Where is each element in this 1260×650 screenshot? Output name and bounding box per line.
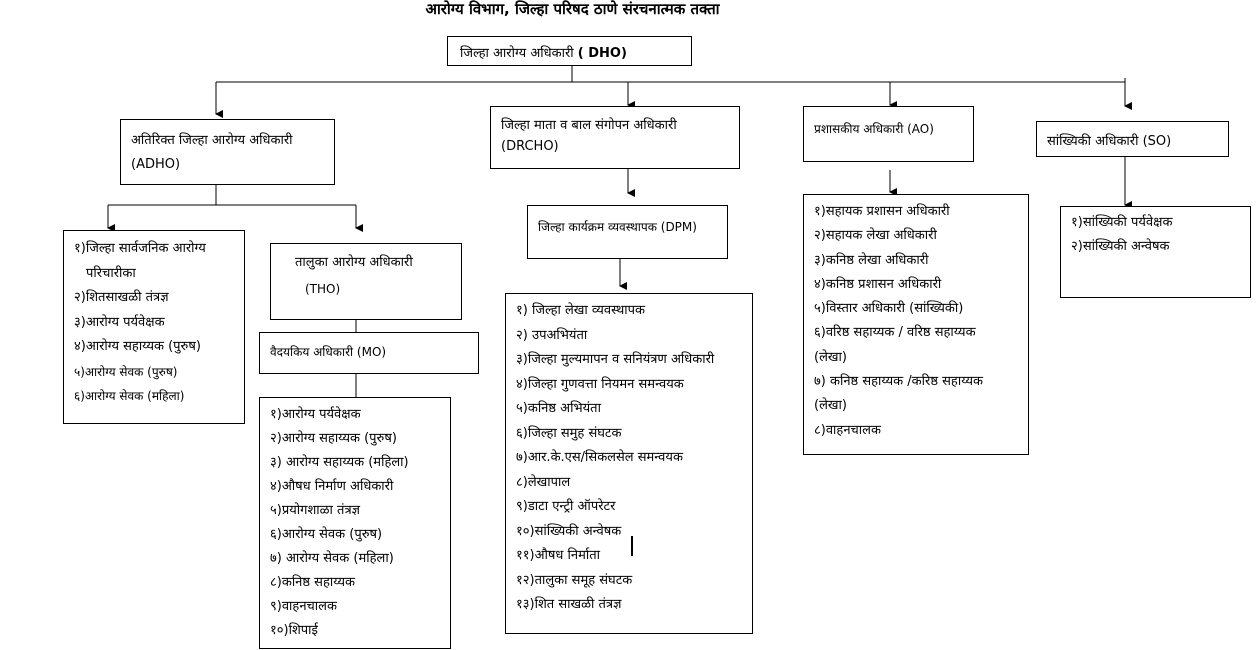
list-item: ७)आर.के.एस/सिकलसेल समन्वयक xyxy=(516,450,683,465)
dho-label: जिल्हा आरोग्य अधिकारी ( DHO) xyxy=(460,46,627,61)
list-item: ३) आरोग्य सहाय्यक (महिला) xyxy=(270,455,409,470)
list-item: ४)कनिष्ठ प्रशासन अधिकारी xyxy=(814,276,942,292)
list-item: ३)आरोग्य पर्यवेक्षक xyxy=(74,314,165,330)
list-item: ३)कनिष्ठ लेखा अधिकारी xyxy=(814,252,929,268)
list-item: १)सहायक प्रशासन अधिकारी xyxy=(814,204,950,219)
ao-staff-box xyxy=(803,194,1029,455)
list-item: ८)कनिष्ठ सहाय्यक xyxy=(270,575,356,590)
drcho-code: (DRCHO) xyxy=(501,139,559,154)
stray-mark xyxy=(631,536,633,556)
tho-box xyxy=(270,243,462,320)
dho-box xyxy=(447,36,692,66)
ao-box xyxy=(803,106,974,162)
list-item: ७) कनिष्ठ सहाय्यक /करिष्ठ सहाय्यक xyxy=(814,374,983,390)
drcho-label: जिल्हा माता व बाल संगोपन अधिकारी xyxy=(501,118,677,133)
mo-staff-box xyxy=(259,397,451,649)
list-item: ४)जिल्हा गुणवत्ता नियमन समन्वयक xyxy=(516,376,684,392)
list-item: ३)जिल्हा मुल्यमापन व सनियंत्रण अधिकारी xyxy=(516,352,715,367)
so-staff-box xyxy=(1060,206,1251,298)
list-item: ५)आरोग्य सेवक (पुरुष) xyxy=(74,364,178,379)
so-label: सांख्यिकी अधिकारी (SO) xyxy=(1047,134,1172,149)
list-item: २)शितसाखळी तंत्रज्ञ xyxy=(74,290,169,305)
list-item: १३)शित साखळी तंत्रज्ञ xyxy=(516,597,622,612)
dpm-staff-box xyxy=(505,293,753,634)
list-item: (लेखा) xyxy=(814,398,847,414)
list-item: ६)जिल्हा समुह संघटक xyxy=(516,425,622,441)
adho-label: अतिरिक्त जिल्हा आरोग्य अधिकारी xyxy=(131,133,293,148)
list-item: १०)शिपाई xyxy=(270,623,318,638)
list-item: ८)लेखापाल xyxy=(516,474,571,490)
list-item: ६)वरिष्ठ सहाय्यक / वरिष्ठ सहाय्यक xyxy=(814,325,976,341)
list-item: २) उपअभियंता xyxy=(516,327,588,343)
list-item: ६)आरोग्य सेवक (महिला) xyxy=(74,389,185,403)
list-item: ५)प्रयोगशाळा तंत्रज्ञ xyxy=(270,503,360,518)
list-item: १०)सांख्यिकी अन्वेषक xyxy=(516,523,622,539)
list-item: ११)औषध निर्माता xyxy=(516,548,601,563)
list-item: ९)वाहनचालक xyxy=(270,599,337,614)
list-item: १२)तालुका समूह संघटक xyxy=(516,572,633,588)
list-item: ८)वाहनचालक xyxy=(814,422,881,438)
adho-box xyxy=(120,119,335,185)
list-item: २)सहायक लेखा अधिकारी xyxy=(814,228,937,244)
tho-code: (THO) xyxy=(305,282,341,296)
so-box xyxy=(1036,121,1229,157)
list-item: ५)कनिष्ठ अभियंता xyxy=(516,401,601,416)
dpm-label: जिल्हा कार्यक्रम व्यवस्थापक (DPM) xyxy=(538,220,697,234)
tho-label: तालुका आरोग्य अधिकारी xyxy=(295,255,413,270)
adho-staff-box xyxy=(63,230,245,424)
mo-box xyxy=(259,332,479,374)
list-item: ४)आरोग्य सहाय्यक (पुरुष) xyxy=(74,339,201,354)
list-item: १) जिल्हा लेखा व्यवस्थापक xyxy=(516,303,645,318)
list-item: ७) आरोग्य सेवक (महिला) xyxy=(270,551,394,566)
list-item: (लेखा) xyxy=(814,349,847,365)
list-item: परिचारीका xyxy=(86,265,136,281)
ao-label: प्रशासकीय अधिकारी (AO) xyxy=(814,122,934,136)
adho-code: (ADHO) xyxy=(131,157,181,172)
list-item: ६)आरोग्य सेवक (पुरुष) xyxy=(270,527,383,542)
chart-title: आरोग्य विभाग, जिल्हा परिषद ठाणे संरचनात्मक तक्ता xyxy=(425,0,720,18)
list-item: २)आरोग्य सहाय्यक (पुरुष) xyxy=(270,431,397,446)
list-item: १)सांख्यिकी पर्यवेक्षक xyxy=(1071,215,1173,230)
list-item: २)सांख्यिकी अन्वेषक xyxy=(1071,239,1170,254)
mo-label: वैदयकिय अधिकारी (MO) xyxy=(270,345,387,359)
list-item: ४)औषध निर्माण अधिकारी xyxy=(270,479,394,494)
drcho-box xyxy=(490,106,740,169)
list-item: ९)डाटा एन्ट्री ऑपरेटर xyxy=(516,499,616,514)
list-item: १)आरोग्य पर्यवेक्षक xyxy=(270,407,361,422)
list-item: १)जिल्हा सार्वजनिक आरोग्य xyxy=(74,241,206,256)
list-item: ५)विस्तार अधिकारी (सांख्यिकी) xyxy=(814,301,964,317)
dpm-box xyxy=(527,205,728,259)
